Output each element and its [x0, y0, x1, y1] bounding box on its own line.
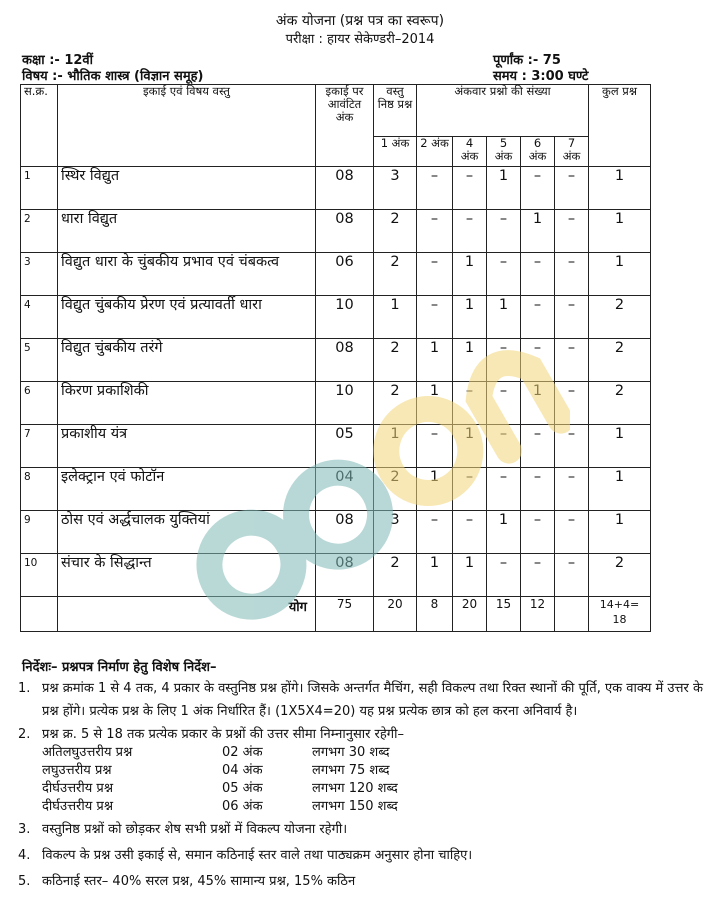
row-unit: विद्युत चुंबकीय तरंगे: [58, 339, 316, 382]
row-unit: इलेक्ट्रान एवं फोटॉन: [58, 468, 316, 511]
row-objective: 2: [374, 253, 417, 296]
row-total: 1: [589, 167, 651, 210]
instruction-4-number: 4.: [18, 848, 31, 863]
row-objective: 2: [374, 339, 417, 382]
row-total: 1: [589, 425, 651, 468]
row-objective: 2: [374, 554, 417, 597]
instruction-5-text: कठिनाई स्तर– 40% सरल प्रश्न, 45% सामान्य प्रश्न, 15% कठिन: [42, 874, 356, 889]
instruction-4: [18, 846, 708, 865]
row-7-mark: –: [555, 425, 589, 468]
row-objective: 3: [374, 511, 417, 554]
row-unit-marks: 05: [316, 425, 374, 468]
total-questions: 14+4= 18: [589, 597, 651, 632]
document-title: अंक योजना (प्रश्न पत्र का स्वरूप): [275, 13, 445, 29]
instruction-3-number: 3.: [18, 822, 31, 837]
instruction-2: [18, 725, 708, 816]
row-5-mark: 1: [487, 511, 521, 554]
limit-marks: 04 अंक: [222, 763, 263, 778]
row-5-mark: –: [487, 339, 521, 382]
row-total: 2: [589, 296, 651, 339]
row-2-mark: 1: [417, 554, 453, 597]
limit-type: लघुउत्तरीय प्रश्न: [42, 763, 112, 778]
row-6-mark: –: [521, 339, 555, 382]
row-unit: विद्युत धारा के चुंबकीय प्रभाव एवं चंबकत्व: [58, 253, 316, 296]
table-row: [21, 253, 651, 296]
row-objective: 2: [374, 382, 417, 425]
table-row: [21, 425, 651, 468]
row-objective: 1: [374, 425, 417, 468]
row-4-mark: 1: [453, 425, 487, 468]
subheader-5-mark: 5 अंक: [487, 137, 521, 167]
row-objective: 3: [374, 167, 417, 210]
row-sno: 4: [21, 296, 58, 339]
limit-words: लगभग 150 शब्द: [312, 799, 398, 814]
table-row: [21, 382, 651, 425]
instruction-4-text: विकल्प के प्रश्न उसी इकाई से, समान कठिनाई स्तर वाले तथा पाठ्यक्रम अनुसार होना चाहिए।: [42, 848, 473, 863]
instruction-5: [18, 872, 708, 891]
row-6-mark: –: [521, 511, 555, 554]
table-row: [21, 339, 651, 382]
row-2-mark: –: [417, 210, 453, 253]
exam-time: समय : 3:00 घण्टे: [493, 69, 589, 84]
total-4-mark: 20: [453, 597, 487, 632]
row-2-mark: –: [417, 167, 453, 210]
row-5-mark: –: [487, 210, 521, 253]
row-2-mark: –: [417, 296, 453, 339]
row-unit-marks: 10: [316, 296, 374, 339]
instruction-3: [18, 820, 708, 839]
row-5-mark: –: [487, 554, 521, 597]
row-5-mark: –: [487, 253, 521, 296]
row-total: 1: [589, 468, 651, 511]
row-2-mark: 1: [417, 468, 453, 511]
row-7-mark: –: [555, 511, 589, 554]
row-2-mark: –: [417, 425, 453, 468]
row-6-mark: –: [521, 167, 555, 210]
row-7-mark: –: [555, 210, 589, 253]
row-6-mark: 1: [521, 382, 555, 425]
table-row: [21, 511, 651, 554]
row-6-mark: –: [521, 554, 555, 597]
subheader-1-mark: 1 अंक: [374, 137, 417, 167]
row-sno: 6: [21, 382, 58, 425]
row-sno: 10: [21, 554, 58, 597]
row-4-mark: 1: [453, 253, 487, 296]
row-sno: 1: [21, 167, 58, 210]
row-total: 1: [589, 210, 651, 253]
row-6-mark: –: [521, 253, 555, 296]
row-unit: विद्युत चुंबकीय प्रेरण एवं प्रत्यावर्ती धारा: [58, 296, 316, 339]
row-unit-marks: 08: [316, 511, 374, 554]
header-total: कुल प्रश्न: [589, 85, 651, 167]
limit-type: दीर्घउत्तरीय प्रश्न: [42, 781, 114, 796]
row-7-mark: –: [555, 167, 589, 210]
row-4-mark: 1: [453, 296, 487, 339]
subject-label: विषय :- भौतिक शास्त्र (विज्ञान समूह): [22, 69, 204, 84]
row-2-mark: –: [417, 511, 453, 554]
row-unit: धारा विद्युत: [58, 210, 316, 253]
row-6-mark: –: [521, 468, 555, 511]
subheader-2-mark: 2 अंक: [417, 137, 453, 167]
row-6-mark: –: [521, 425, 555, 468]
row-unit: स्थिर विद्युत: [58, 167, 316, 210]
total-objective: 20: [374, 597, 417, 632]
instructions-list: [18, 677, 708, 891]
row-total: 1: [589, 511, 651, 554]
instructions-heading: निर्देशः– प्रश्नपत्र निर्माण हेतु विशेष निर्देश–: [22, 660, 217, 675]
row-unit-marks: 08: [316, 339, 374, 382]
header-objective: वस्तु निष्ठ प्रश्न: [374, 85, 417, 137]
row-2-mark: 1: [417, 382, 453, 425]
row-5-mark: –: [487, 425, 521, 468]
row-sno: 7: [21, 425, 58, 468]
instruction-3-text: वस्तुनिष्ठ प्रश्नों को छोड़कर शेष सभी प्रश्नों में विकल्प योजना रहेगी।: [42, 822, 348, 837]
row-2-mark: –: [417, 253, 453, 296]
instruction-2-number: 2.: [18, 727, 31, 742]
row-sno: 2: [21, 210, 58, 253]
total-marks: 75: [316, 597, 374, 632]
row-unit-marks: 10: [316, 382, 374, 425]
total-empty: [21, 597, 58, 632]
row-total: 2: [589, 554, 651, 597]
row-2-mark: 1: [417, 339, 453, 382]
row-objective: 2: [374, 468, 417, 511]
row-4-mark: 1: [453, 339, 487, 382]
table-row: [21, 554, 651, 597]
instruction-1: [18, 677, 708, 723]
row-5-mark: 1: [487, 296, 521, 339]
limit-words: लगभग 75 शब्द: [312, 763, 390, 778]
answer-limits: [42, 744, 708, 816]
row-sno: 8: [21, 468, 58, 511]
row-6-mark: –: [521, 296, 555, 339]
exam-name: परीक्षा : हायर सेकेण्डरी–2014: [285, 32, 435, 47]
limit-type: अतिलघुउत्तरीय प्रश्न: [42, 745, 133, 760]
subheader-6-mark: 6 अंक: [521, 137, 555, 167]
row-unit: संचार के सिद्धान्त: [58, 554, 316, 597]
row-unit: किरण प्रकाशिकी: [58, 382, 316, 425]
row-4-mark: –: [453, 468, 487, 511]
total-6-mark: 12: [521, 597, 555, 632]
row-unit: ठोस एवं अर्द्धचालक युक्तियां: [58, 511, 316, 554]
row-4-mark: 1: [453, 554, 487, 597]
row-objective: 2: [374, 210, 417, 253]
row-7-mark: –: [555, 468, 589, 511]
limit-marks: 06 अंक: [222, 799, 263, 814]
row-sno: 3: [21, 253, 58, 296]
row-5-mark: –: [487, 468, 521, 511]
row-4-mark: –: [453, 210, 487, 253]
header-unit-marks: इकाई पर आवंटित अंक: [316, 85, 374, 167]
table-row: [21, 468, 651, 511]
header-sno: स.क्र.: [21, 85, 58, 167]
limit-marks: 02 अंक: [222, 745, 263, 760]
row-sno: 5: [21, 339, 58, 382]
header-unit: इकाई एवं विषय वस्तु: [58, 85, 316, 167]
total-label: योग: [58, 597, 316, 632]
header-markwise: अंकवार प्रश्नो की संख्या: [417, 85, 589, 137]
row-unit-marks: 08: [316, 210, 374, 253]
row-5-mark: –: [487, 382, 521, 425]
instruction-2-text: प्रश्न क्र. 5 से 18 तक प्रत्येक प्रकार के प्रश्नों की उत्तर सीमा निम्नानुसार रहेगी–: [42, 727, 404, 742]
row-unit-marks: 04: [316, 468, 374, 511]
class-label: कक्षा :- 12वीं: [22, 53, 94, 68]
row-7-mark: –: [555, 382, 589, 425]
table-row: [21, 296, 651, 339]
total-5-mark: 15: [487, 597, 521, 632]
limit-words: लगभग 120 शब्द: [312, 781, 398, 796]
limit-type: दीर्घउत्तरीय प्रश्न: [42, 799, 114, 814]
limit-words: लगभग 30 शब्द: [312, 745, 390, 760]
limit-marks: 05 अंक: [222, 781, 263, 796]
row-total: 2: [589, 339, 651, 382]
instruction-5-number: 5.: [18, 874, 31, 889]
total-row: [21, 597, 651, 632]
row-5-mark: 1: [487, 167, 521, 210]
table-row: [21, 167, 651, 210]
row-7-mark: –: [555, 253, 589, 296]
row-7-mark: –: [555, 339, 589, 382]
row-unit-marks: 08: [316, 167, 374, 210]
row-4-mark: –: [453, 167, 487, 210]
row-7-mark: –: [555, 554, 589, 597]
subheader-7-mark: 7 अंक: [555, 137, 589, 167]
subheader-4-mark: 4 अंक: [453, 137, 487, 167]
row-4-mark: –: [453, 382, 487, 425]
row-total: 1: [589, 253, 651, 296]
table-body: [21, 167, 651, 597]
row-7-mark: –: [555, 296, 589, 339]
instruction-1-text: प्रश्न क्रमांक 1 से 4 तक, 4 प्रकार के वस्तुनिष्ठ प्रश्न होंगे। जिसके अन्तर्गत मैचिंग, सही विकल्प तथा रिक्त स्थानों की पूर्ति, एक वाक्य में उत्तर के प्रश्न होंगे। प्रत्येक प्रश्न के लिए 1 अंक निर्धारित हैं। (1X5X4=20) यह प्रश्न प्रत्येक छात्र को हल करना अनिवार्य है।: [42, 681, 703, 719]
row-objective: 1: [374, 296, 417, 339]
blueprint-table: [20, 84, 651, 632]
row-unit: प्रकाशीय यंत्र: [58, 425, 316, 468]
row-total: 2: [589, 382, 651, 425]
row-sno: 9: [21, 511, 58, 554]
row-unit-marks: 06: [316, 253, 374, 296]
row-4-mark: –: [453, 511, 487, 554]
full-marks: पूर्णांक :- 75: [493, 53, 561, 68]
instruction-1-number: 1.: [18, 681, 31, 696]
row-6-mark: 1: [521, 210, 555, 253]
table-row: [21, 210, 651, 253]
total-2-mark: 8: [417, 597, 453, 632]
total-7-mark: [555, 597, 589, 632]
row-unit-marks: 08: [316, 554, 374, 597]
